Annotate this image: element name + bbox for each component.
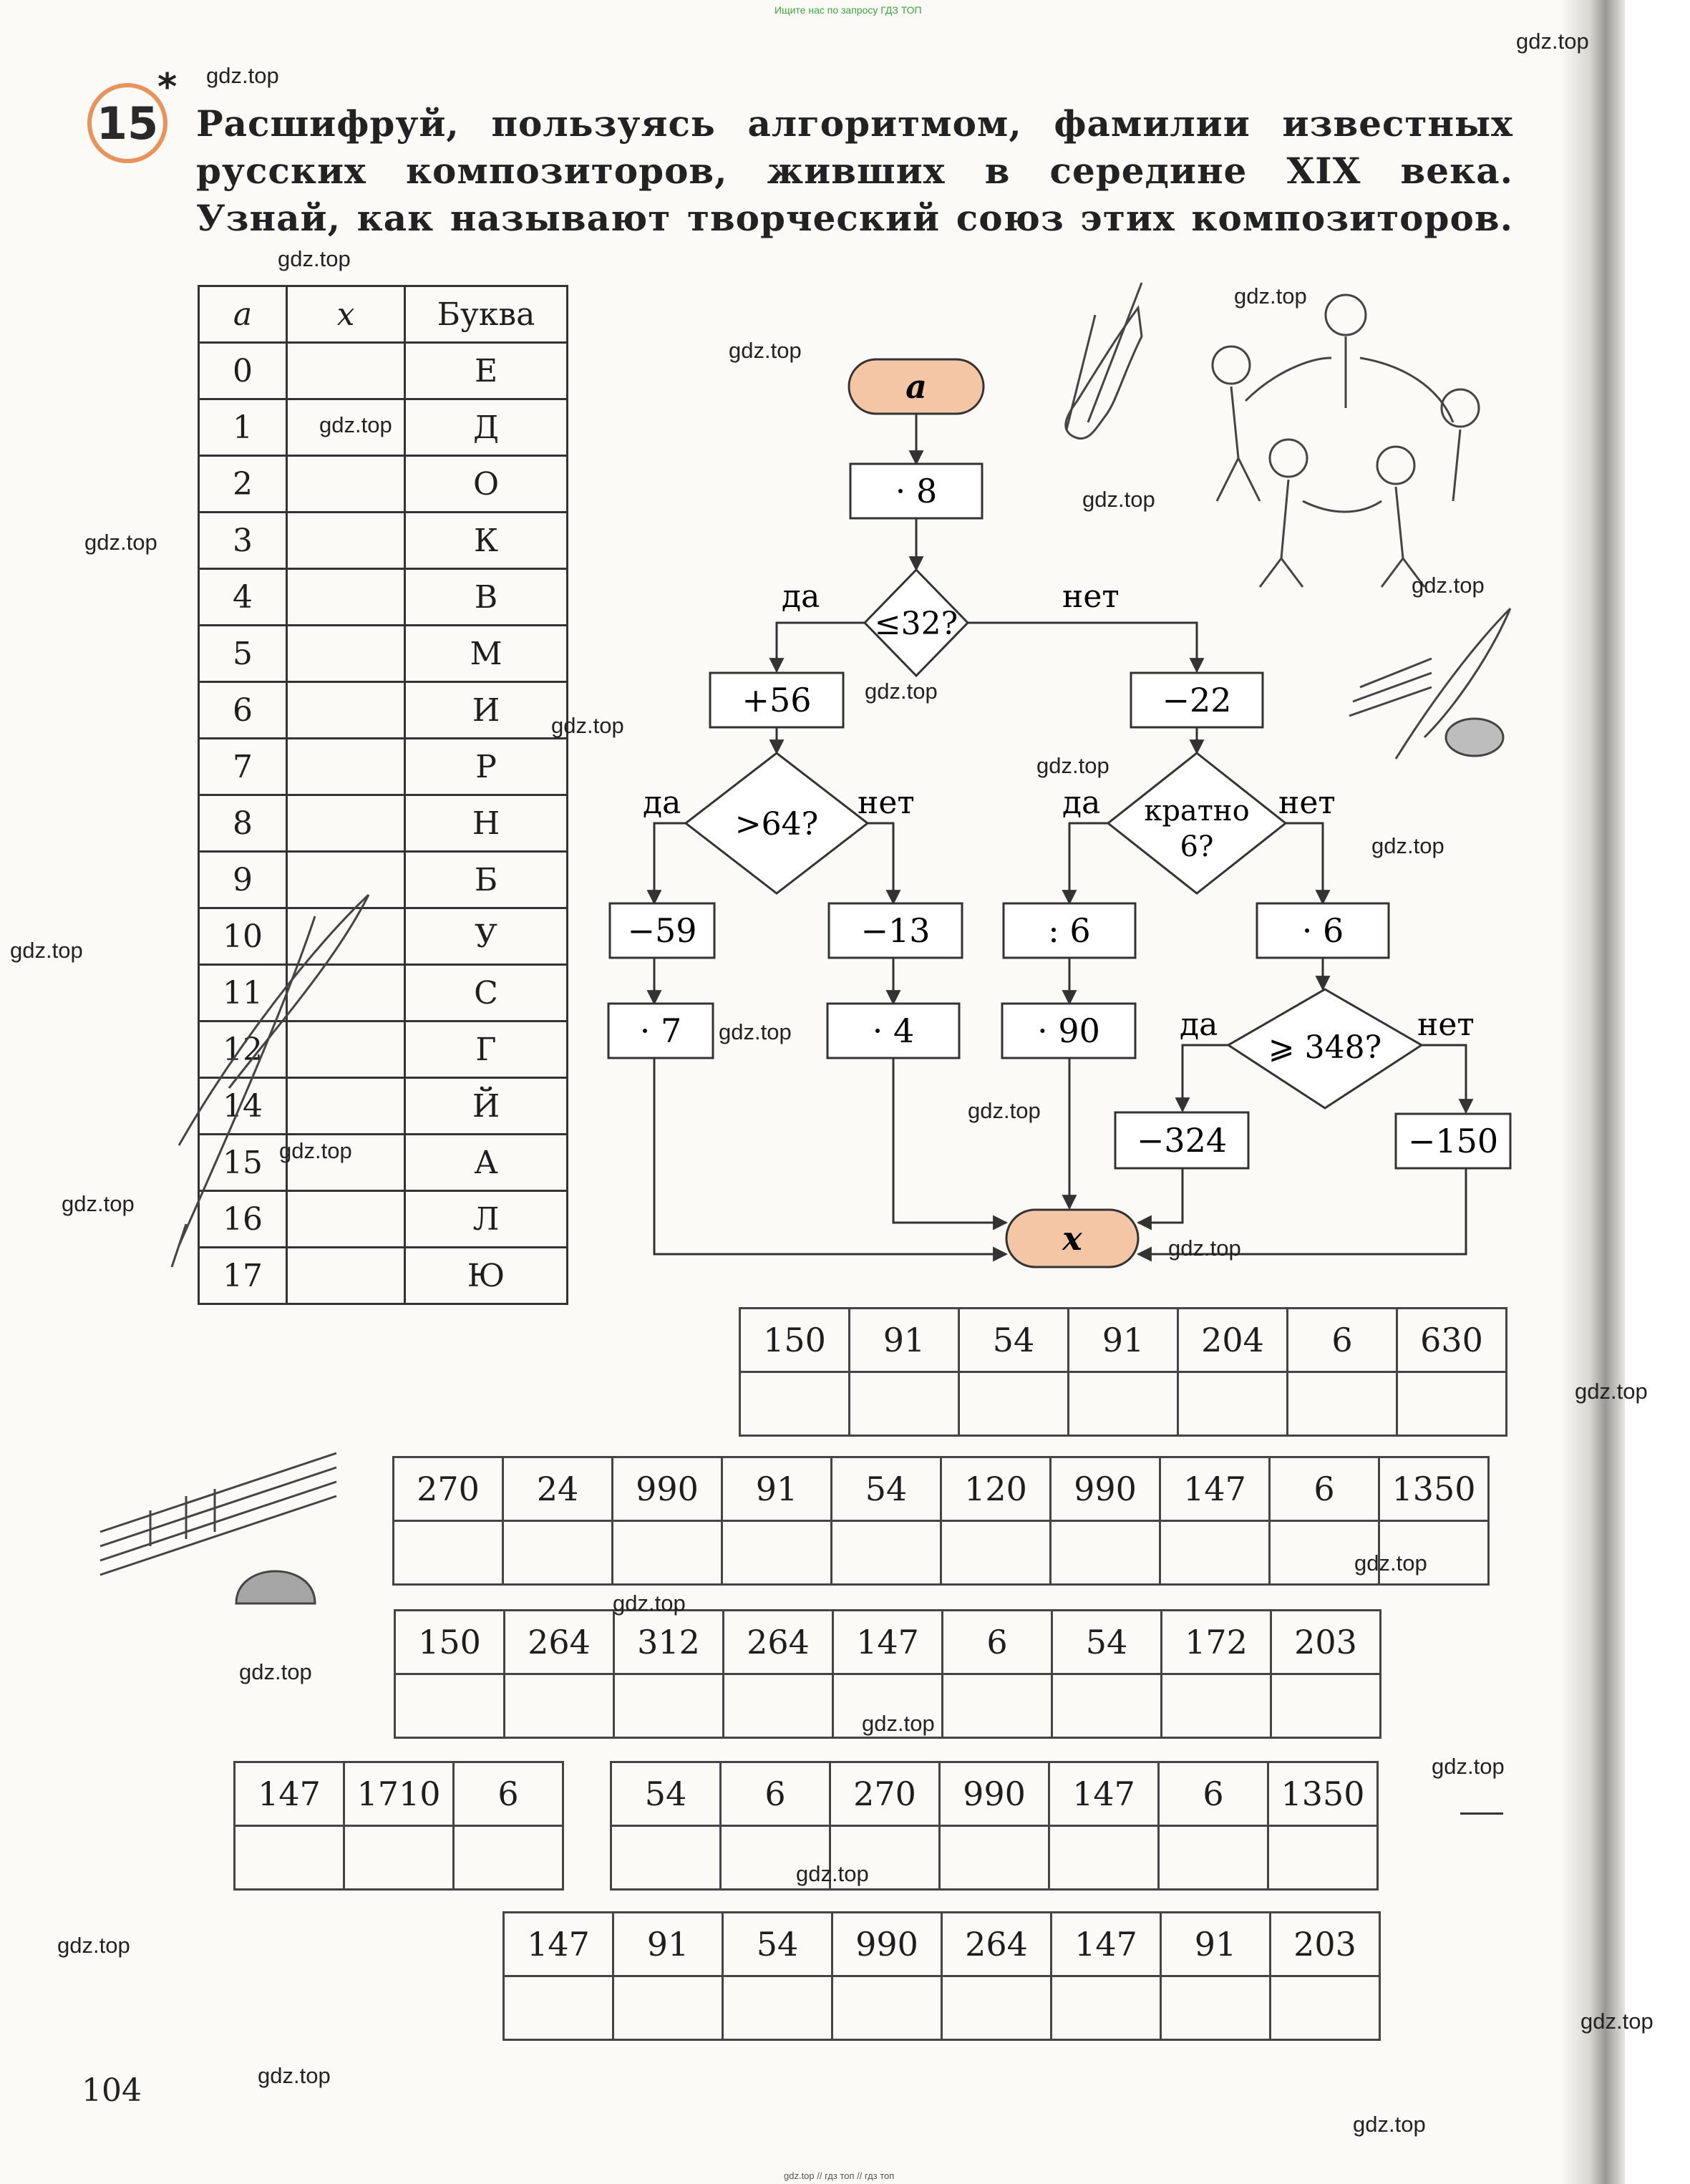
answer-row-2 (392, 1456, 1490, 1586)
code-cell: 54 (1052, 1611, 1162, 1674)
cell-a: 8 (199, 795, 287, 852)
cell-letter: Л (405, 1191, 568, 1248)
letter-blank[interactable] (1161, 1976, 1271, 2040)
watermark-label: gdz.top (1036, 753, 1109, 778)
answer-row-5 (502, 1911, 1381, 2041)
watermark-label: gdz.top (1353, 2112, 1426, 2137)
yes-label: да (643, 785, 681, 821)
letter-blank[interactable] (940, 1826, 1049, 1890)
violin-icon (1066, 283, 1142, 439)
letter-blank[interactable] (504, 1976, 613, 2040)
no-label: нет (858, 785, 915, 821)
quill-inkwell-large-icon (100, 895, 369, 1603)
letter-blank[interactable] (722, 1521, 832, 1585)
task-line: Узнай, как называют творческий союз этих композиторов. (196, 197, 1513, 239)
letter-blank[interactable] (613, 1521, 722, 1585)
watermark-label: gdz.top (1432, 1754, 1505, 1779)
watermark-label: gdz.top (62, 1191, 135, 1216)
letter-blank[interactable] (941, 1521, 1051, 1585)
op-multiply-4-label: · 4 (872, 1011, 915, 1050)
letter-blank[interactable] (942, 1976, 1052, 2040)
cell-a: 11 (199, 965, 287, 1021)
page-number: 104 (82, 2072, 142, 2109)
end-label: x (1062, 1219, 1082, 1258)
code-cell: 91 (722, 1457, 832, 1521)
cell-letter: Р (405, 739, 568, 795)
letter-blank[interactable] (1162, 1674, 1271, 1738)
answer-row-1 (739, 1307, 1507, 1437)
letter-blank[interactable] (1268, 1826, 1378, 1890)
cond-le-32-label: ≤32? (874, 606, 958, 642)
watermark-label: gdz.top (1168, 1236, 1241, 1261)
code-cell: 6 (1288, 1309, 1397, 1372)
cell-letter: Ю (405, 1248, 568, 1304)
letter-blank[interactable] (1049, 1826, 1159, 1890)
op-minus-324-label: −324 (1136, 1121, 1228, 1160)
watermark-label: gdz.top (206, 63, 279, 88)
code-cell: 91 (1069, 1309, 1178, 1372)
start-label: a (905, 367, 927, 406)
code-cell: 203 (1271, 1913, 1380, 1976)
cell-letter: Б (405, 852, 568, 908)
cell-a: 4 (199, 569, 287, 626)
code-cell: 147 (1049, 1762, 1159, 1826)
op-minus-13-label: −13 (860, 911, 931, 950)
trailing-dash (1460, 1812, 1503, 1815)
watermark-label: gdz.top (1371, 833, 1444, 858)
header-a: a (199, 286, 287, 343)
op-multiply-6-label: · 6 (1301, 911, 1344, 950)
bottom-watermark: gdz.top // гдз топ // гдз топ (784, 2170, 895, 2181)
cell-letter: О (405, 456, 568, 513)
letter-blank[interactable] (503, 1521, 613, 1585)
cell-a: 17 (199, 1248, 287, 1304)
code-cell: 91 (1161, 1913, 1271, 1976)
cell-letter: И (405, 682, 568, 739)
cell-letter: К (405, 513, 568, 569)
cell-letter: А (405, 1135, 568, 1191)
watermark-label: gdz.top (1580, 2009, 1653, 2034)
task-line: Расшифруй, пользуясь алгоритмом, фамилии известных (196, 102, 1513, 145)
letter-blank[interactable] (1271, 1976, 1380, 2040)
code-cell: 204 (1178, 1309, 1288, 1372)
op-multiply-90-label: · 90 (1037, 1011, 1100, 1050)
watermark-label: gdz.top (258, 2063, 331, 2088)
letter-blank[interactable] (505, 1674, 614, 1738)
code-cell: 54 (959, 1309, 1069, 1372)
no-label: нет (1278, 785, 1336, 821)
cell-a: 6 (199, 682, 287, 739)
letter-blank[interactable] (850, 1372, 959, 1436)
code-cell: 630 (1397, 1309, 1507, 1372)
letter-blank[interactable] (1288, 1372, 1397, 1436)
yes-label: да (782, 578, 820, 615)
letter-blank[interactable] (454, 1826, 563, 1890)
watermark-label: gdz.top (84, 530, 157, 555)
code-cell: 990 (1051, 1457, 1160, 1521)
code-cell: 1350 (1268, 1762, 1378, 1826)
watermark-label: gdz.top (865, 679, 938, 704)
letter-blank[interactable] (1052, 1674, 1162, 1738)
cell-letter: Г (405, 1021, 568, 1078)
letter-blank[interactable] (235, 1826, 344, 1890)
watermark-label: gdz.top (862, 1711, 935, 1736)
cell-a: 9 (199, 852, 287, 908)
watermark-label: gdz.top (319, 412, 392, 437)
code-cell: 6 (454, 1762, 563, 1826)
op-minus-59-label: −59 (627, 911, 697, 950)
code-cell: 91 (850, 1309, 959, 1372)
cell-letter: Н (405, 795, 568, 852)
yes-label: да (1180, 1006, 1218, 1043)
no-label: нет (1062, 578, 1120, 615)
letter-blank[interactable] (1069, 1372, 1178, 1436)
code-cell: 120 (941, 1457, 1051, 1521)
cell-letter: Й (405, 1078, 568, 1135)
code-cell: 270 (394, 1457, 503, 1521)
letter-blank[interactable] (1051, 1521, 1160, 1585)
code-cell: 91 (613, 1913, 723, 1976)
code-cell: 54 (832, 1457, 941, 1521)
top-watermark: Ищите нас по запросу ГДЗ ТОП (774, 4, 922, 16)
watermark-label: gdz.top (239, 1659, 312, 1684)
code-cell: 270 (830, 1762, 940, 1826)
op-multiply-8-label: · 8 (895, 472, 938, 510)
code-cell: 264 (505, 1611, 614, 1674)
task-line: русских композиторов, живших в середине XIX века. (196, 150, 1513, 192)
watermark-label: gdz.top (719, 1019, 792, 1044)
code-cell: 150 (740, 1309, 850, 1372)
quill-inkwell-icon (1349, 608, 1510, 759)
letter-blank[interactable] (959, 1372, 1069, 1436)
watermark-label: gdz.top (10, 938, 83, 963)
cell-a: 15 (199, 1135, 287, 1191)
watermark-label: gdz.top (796, 1861, 869, 1886)
code-cell: 147 (1160, 1457, 1270, 1521)
letter-blank[interactable] (394, 1521, 503, 1585)
watermark-label: gdz.top (57, 1933, 130, 1958)
cond-divisible-6-label: кратно (1144, 795, 1250, 828)
code-cell: 990 (832, 1913, 942, 1976)
letter-blank[interactable] (832, 1521, 941, 1585)
code-cell: 6 (1270, 1457, 1379, 1521)
watermark-label: gdz.top (1412, 573, 1485, 598)
watermark-label: gdz.top (1516, 29, 1589, 54)
letter-blank[interactable] (611, 1826, 721, 1890)
op-divide-6-label: : 6 (1048, 911, 1091, 950)
code-cell: 150 (395, 1611, 505, 1674)
cond-ge-348-label: ⩾ 348? (1268, 1029, 1382, 1066)
cell-a: 0 (199, 343, 287, 399)
watermark-label: gdz.top (1575, 1379, 1648, 1404)
op-minus-150-label: −150 (1407, 1122, 1499, 1160)
watermark-label: gdz.top (613, 1591, 686, 1616)
code-cell: 147 (235, 1762, 344, 1826)
watermark-label: gdz.top (729, 338, 802, 363)
code-cell: 147 (1052, 1913, 1161, 1976)
letter-blank[interactable] (943, 1674, 1052, 1738)
cell-a: 12 (199, 1021, 287, 1078)
op-multiply-7-label: · 7 (639, 1011, 682, 1050)
cell-a: 14 (199, 1078, 287, 1135)
code-cell: 264 (724, 1611, 833, 1674)
cell-a: 2 (199, 456, 287, 513)
header-letter: Буква (405, 286, 568, 343)
header-x: x (287, 286, 405, 343)
code-cell: 54 (611, 1762, 721, 1826)
watermark-label: gdz.top (968, 1098, 1041, 1123)
letter-blank[interactable] (613, 1976, 723, 2040)
letter-blank[interactable] (1178, 1372, 1288, 1436)
code-cell: 6 (1159, 1762, 1268, 1826)
cell-a: 1 (199, 399, 287, 456)
letter-blank[interactable] (1052, 1976, 1161, 2040)
cell-a: 7 (199, 739, 287, 795)
cell-letter: Д (405, 399, 568, 456)
answer-row-4b (610, 1761, 1379, 1891)
cell-a: 5 (199, 626, 287, 682)
cell-a: 10 (199, 908, 287, 965)
code-cell: 203 (1271, 1611, 1381, 1674)
watermark-label: gdz.top (278, 246, 351, 271)
code-cell: 147 (504, 1913, 613, 1976)
code-cell: 6 (943, 1611, 1052, 1674)
code-cell: 264 (942, 1913, 1052, 1976)
letter-blank[interactable] (723, 1976, 832, 2040)
letter-blank[interactable] (724, 1674, 833, 1738)
code-cell: 172 (1162, 1611, 1271, 1674)
code-cell: 990 (940, 1762, 1049, 1826)
answer-row-4a (233, 1761, 564, 1891)
letter-blank[interactable] (1159, 1826, 1268, 1890)
watermark-label: gdz.top (1354, 1550, 1427, 1576)
cond-divisible-6-label: 6? (1180, 830, 1214, 863)
letter-blank[interactable] (832, 1976, 942, 2040)
cell-letter: М (405, 626, 568, 682)
letter-blank[interactable] (1160, 1521, 1270, 1585)
yes-label: да (1062, 785, 1101, 821)
op-minus-22-label: −22 (1162, 681, 1232, 719)
code-cell: 24 (503, 1457, 613, 1521)
watermark-label: gdz.top (1234, 283, 1307, 309)
code-cell: 312 (614, 1611, 724, 1674)
letter-blank[interactable] (344, 1826, 454, 1890)
cond-gt-64-label: >64? (734, 806, 819, 843)
cell-letter: С (405, 965, 568, 1021)
letter-blank[interactable] (1397, 1372, 1507, 1436)
task-star: * (157, 66, 178, 109)
op-plus-56-label: +56 (742, 681, 812, 719)
cell-a: 16 (199, 1191, 287, 1248)
code-cell: 990 (613, 1457, 722, 1521)
cell-letter: У (405, 908, 568, 965)
letter-blank[interactable] (395, 1674, 505, 1738)
no-label: нет (1417, 1006, 1475, 1043)
code-cell: 147 (833, 1611, 943, 1674)
letter-blank[interactable] (1271, 1674, 1381, 1738)
letter-blank[interactable] (740, 1372, 850, 1436)
code-cell: 1350 (1379, 1457, 1489, 1521)
code-cell: 6 (721, 1762, 830, 1826)
dancing-composers-icon (1213, 295, 1479, 587)
watermark-label: gdz.top (279, 1138, 352, 1163)
cell-letter: Е (405, 343, 568, 399)
watermark-label: gdz.top (551, 713, 624, 738)
letter-blank[interactable] (614, 1674, 724, 1738)
code-cell: 54 (723, 1913, 832, 1976)
watermark-label: gdz.top (1082, 487, 1155, 512)
task-number: 15 (96, 97, 159, 150)
cell-a: 3 (199, 513, 287, 569)
code-cell: 1710 (344, 1762, 454, 1826)
cell-letter: В (405, 569, 568, 626)
